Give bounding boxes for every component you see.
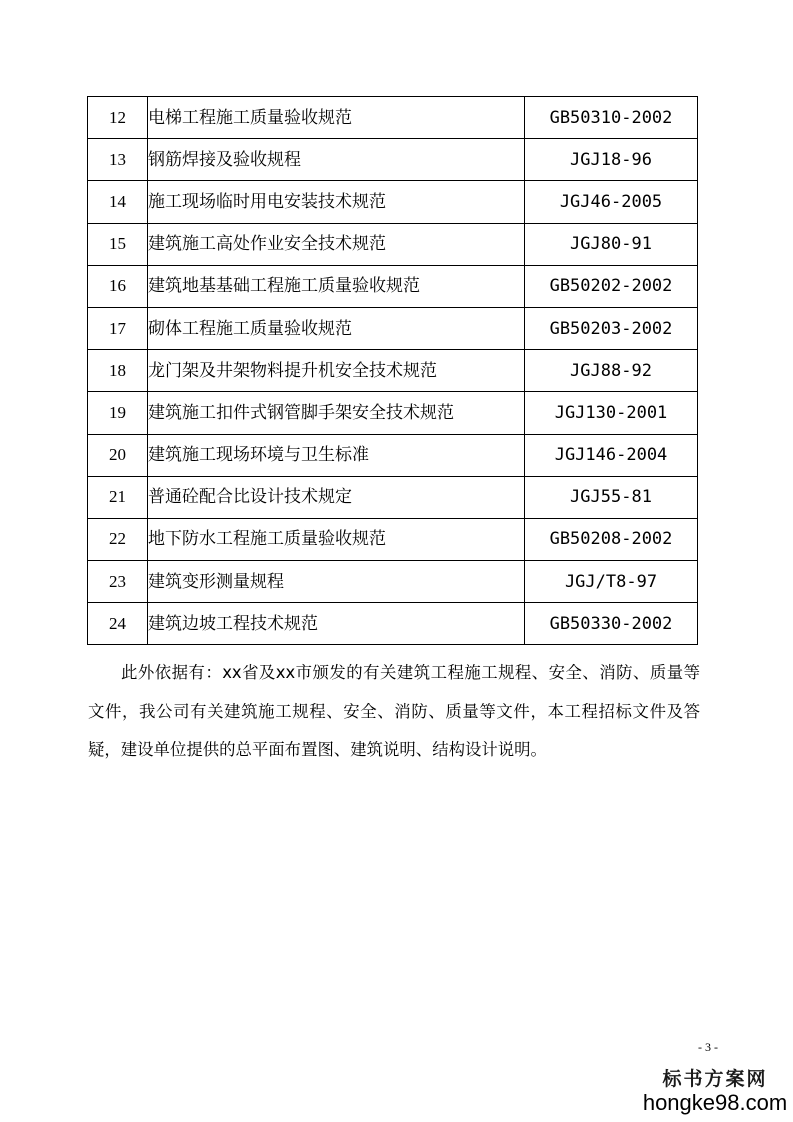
standard-code: JGJ80-91 bbox=[525, 223, 698, 265]
standard-code: JGJ130-2001 bbox=[525, 392, 698, 434]
standard-code: JGJ146-2004 bbox=[525, 434, 698, 476]
standard-code: GB50310-2002 bbox=[525, 97, 698, 139]
standard-name: 电梯工程施工质量验收规范 bbox=[148, 97, 525, 139]
table-row bbox=[88, 476, 698, 518]
row-number: 21 bbox=[88, 476, 148, 518]
standard-code: JGJ18-96 bbox=[525, 139, 698, 181]
standard-code: JGJ55-81 bbox=[525, 476, 698, 518]
standard-code: GB50203-2002 bbox=[525, 307, 698, 349]
standard-name: 地下防水工程施工质量验收规范 bbox=[148, 518, 525, 560]
table-row bbox=[88, 181, 698, 223]
row-number: 23 bbox=[88, 561, 148, 603]
watermark-url: hongke98.com bbox=[642, 1090, 788, 1115]
table-row bbox=[88, 603, 698, 645]
standard-name: 砌体工程施工质量验收规范 bbox=[148, 307, 525, 349]
table-row bbox=[88, 392, 698, 434]
standard-code: JGJ88-92 bbox=[525, 350, 698, 392]
table-row bbox=[88, 307, 698, 349]
table-row bbox=[88, 265, 698, 307]
table-row bbox=[88, 434, 698, 476]
row-number: 19 bbox=[88, 392, 148, 434]
standards-table-body bbox=[88, 97, 698, 645]
table-row bbox=[88, 139, 698, 181]
standard-name: 建筑施工高处作业安全技术规范 bbox=[148, 223, 525, 265]
site-watermark bbox=[640, 1068, 790, 1116]
row-number: 14 bbox=[88, 181, 148, 223]
row-number: 18 bbox=[88, 350, 148, 392]
standard-name: 建筑地基基础工程施工质量验收规范 bbox=[148, 265, 525, 307]
row-number: 16 bbox=[88, 265, 148, 307]
standard-name: 施工现场临时用电安装技术规范 bbox=[148, 181, 525, 223]
row-number: 13 bbox=[88, 139, 148, 181]
table-row bbox=[88, 97, 698, 139]
row-number: 12 bbox=[88, 97, 148, 139]
row-number: 22 bbox=[88, 518, 148, 560]
standard-code: JGJ/T8-97 bbox=[525, 561, 698, 603]
row-number: 15 bbox=[88, 223, 148, 265]
table-row bbox=[88, 350, 698, 392]
standard-code: GB50330-2002 bbox=[525, 603, 698, 645]
watermark-brand: 标书方案网 bbox=[662, 1068, 768, 1090]
standard-code: GB50208-2002 bbox=[525, 518, 698, 560]
body-paragraph: 此外依据有：xx省及xx市颁发的有关建筑工程施工规程、安全、消防、质量等文件，我公司有关建筑施工规程、安全、消防、质量等文件，本工程招标文件及答疑，建设单位提供的总平面布置图、建筑说明、结构设计说明。 bbox=[88, 663, 700, 759]
standard-name: 建筑边坡工程技术规范 bbox=[148, 603, 525, 645]
table-row bbox=[88, 561, 698, 603]
table-row bbox=[88, 518, 698, 560]
standards-table bbox=[87, 96, 698, 645]
standard-name: 建筑施工现场环境与卫生标准 bbox=[148, 434, 525, 476]
standard-name: 建筑变形测量规程 bbox=[148, 561, 525, 603]
row-number: 20 bbox=[88, 434, 148, 476]
standard-name: 龙门架及井架物料提升机安全技术规范 bbox=[148, 350, 525, 392]
standard-code: GB50202-2002 bbox=[525, 265, 698, 307]
row-number: 17 bbox=[88, 307, 148, 349]
standard-name: 普通砼配合比设计技术规定 bbox=[148, 476, 525, 518]
standard-name: 钢筋焊接及验收规程 bbox=[148, 139, 525, 181]
standard-name: 建筑施工扣件式钢管脚手架安全技术规范 bbox=[148, 392, 525, 434]
table-row bbox=[88, 223, 698, 265]
page-number: - 3 - bbox=[698, 1040, 718, 1054]
standard-code: JGJ46-2005 bbox=[525, 181, 698, 223]
row-number: 24 bbox=[88, 603, 148, 645]
